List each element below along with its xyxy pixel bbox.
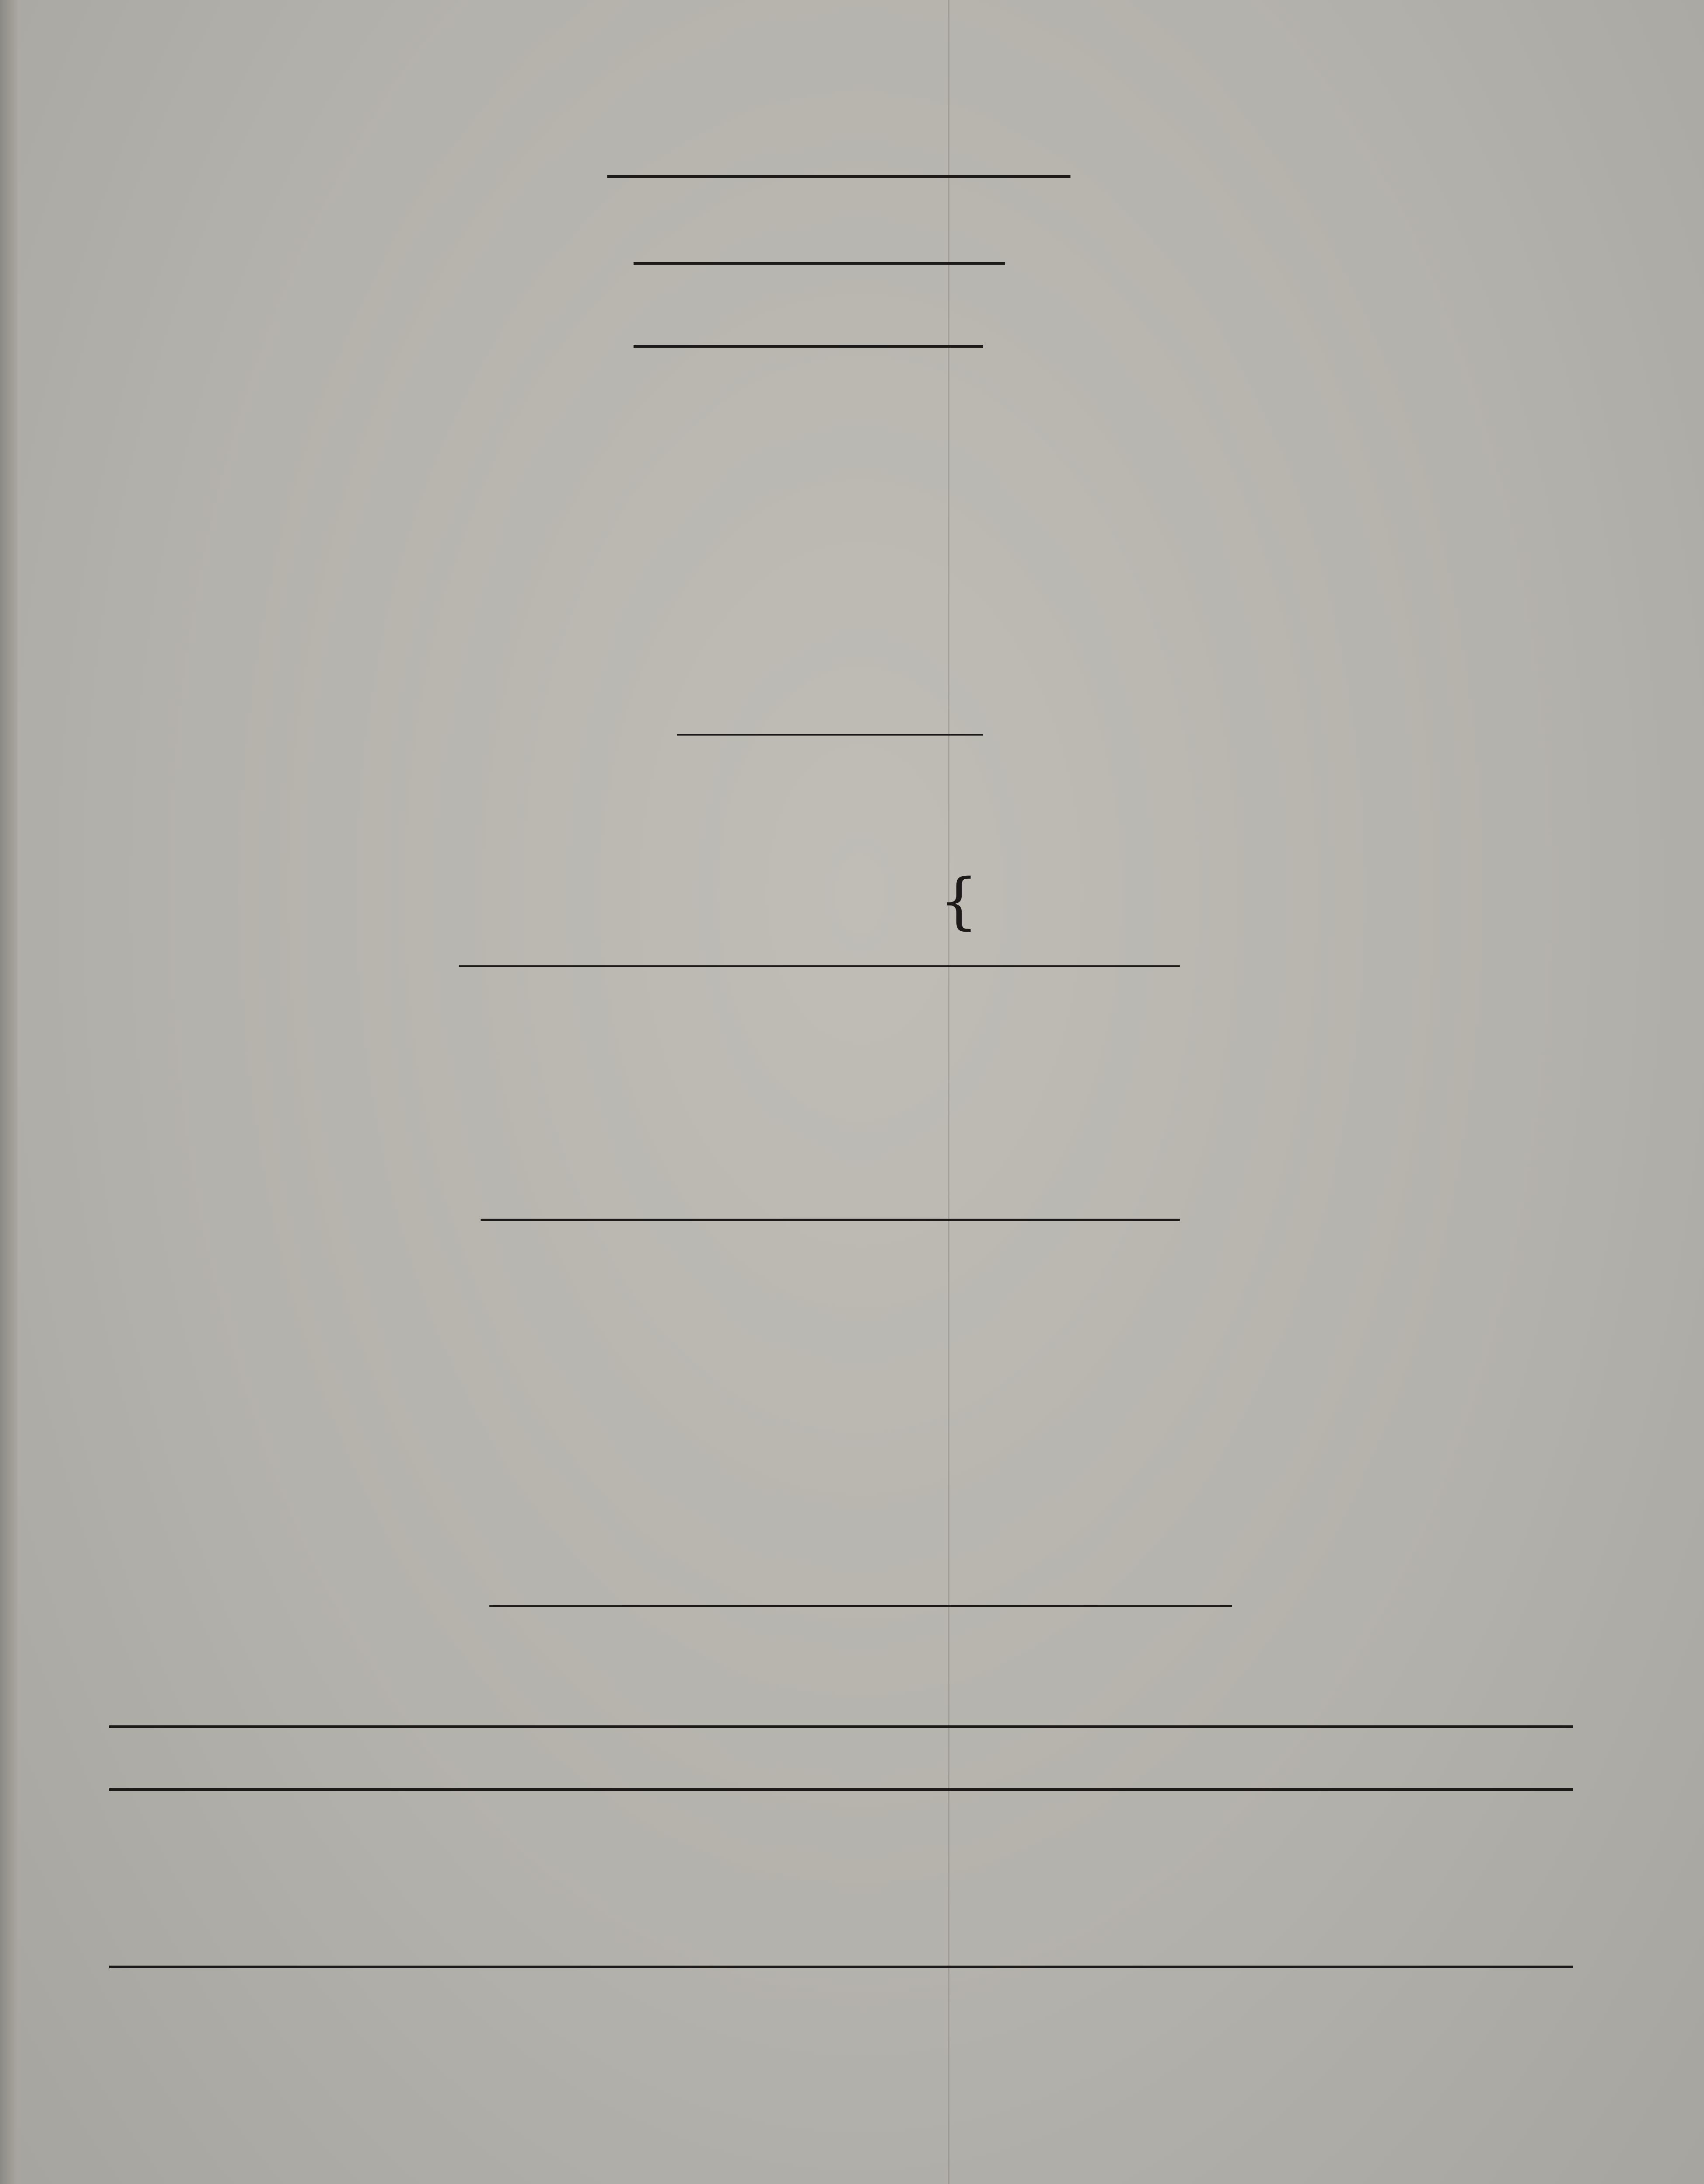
prices-ornament (804, 1852, 848, 1939)
brace-mark: { (939, 866, 979, 937)
rule (481, 1219, 1180, 1221)
rule (634, 345, 983, 348)
border-bottom-ornament (83, 2121, 1656, 2184)
border-top-ornament (83, 15, 1656, 107)
column-divider-ornament (804, 802, 839, 928)
column-divider-ornament (804, 1642, 839, 1719)
rule (677, 734, 983, 736)
border-left-ornament (39, 15, 114, 2184)
rule (459, 965, 1180, 967)
ornamental-rule (607, 175, 1070, 178)
subscriber-notice (109, 1725, 1573, 1791)
rule (489, 1605, 1232, 1607)
column-divider-ornament (804, 1262, 839, 1315)
rule (109, 1966, 1573, 1968)
border-right-ornament (1582, 15, 1656, 2184)
poster-content (109, 100, 1573, 2118)
rule (634, 262, 1005, 265)
